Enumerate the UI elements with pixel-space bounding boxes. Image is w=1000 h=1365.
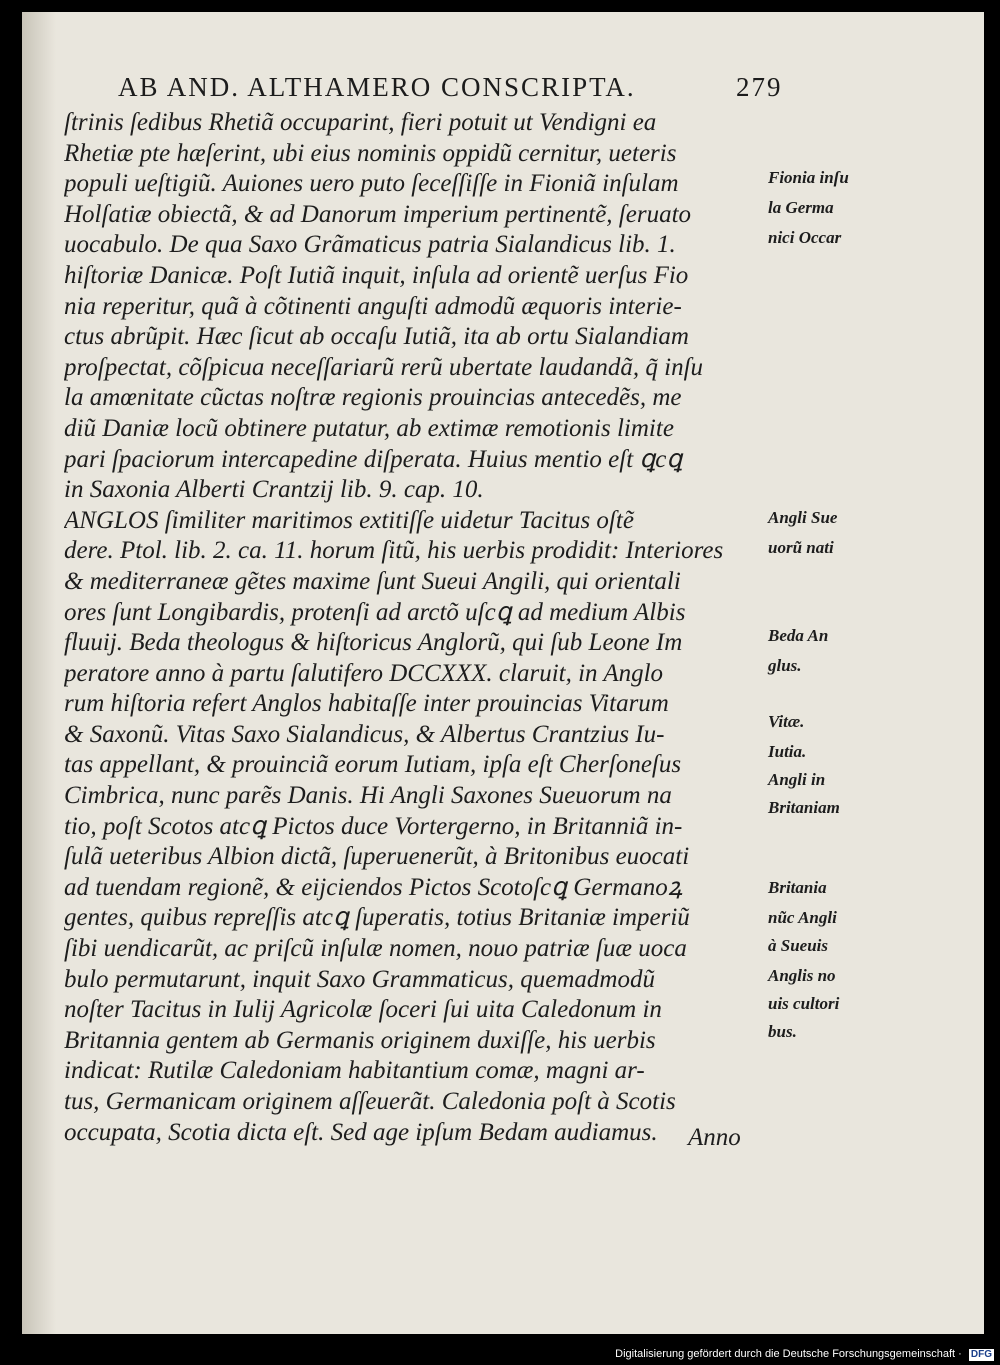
margin-note: Vitæ.	[768, 712, 805, 731]
text-line: tio, poſt Scotos atcꝗ Pictos duce Vortergerno, in Britanniã in-	[64, 812, 683, 840]
margin-note: nici Occar	[768, 228, 842, 247]
margin-note: à Sueuis	[768, 936, 828, 955]
text-line: rum hiſtoria refert Anglos habitaſſe inter prouincias Vitarum	[64, 690, 669, 718]
text-line: populi ueſtigiũ. Auiones uero puto ſeceſſiſſe in Fioniã inſulam	[64, 170, 679, 198]
text-line: ſulã ueteribus Albion dictã, ſuperuenerũt, à Britonibus euocati	[64, 843, 690, 871]
margin-note: nũc Angli	[768, 908, 837, 927]
margin-note: la Germa	[768, 198, 834, 217]
margin-note: Anglis no	[768, 966, 836, 985]
text-line: ſibi uendicarũt, ac priſcũ inſulæ nomen, nouo patriæ ſuæ uoca	[64, 935, 687, 963]
margin-note: Iutia.	[768, 742, 807, 761]
page-spine-shadow	[22, 12, 56, 1334]
text-line: Rhetiæ pte hæſerint, ubi eius nominis oppidũ cernitur, ueteris	[64, 139, 677, 167]
text-line: fluuij. Beda theologus & hiſtoricus Anglorũ, qui ſub Leone Im	[64, 629, 683, 657]
text-line: diũ Daniæ locũ obtinere putatur, ab extimæ remotionis limite	[64, 414, 674, 442]
text-line: pari ſpaciorum intercapedine diſperata. Huius mentio eſt ꝗcꝗ	[64, 445, 683, 473]
text-line: & Saxonũ. Vitas Saxo Sialandicus, & Albertus Crantzius Iu-	[64, 720, 665, 748]
text-line: Holſatiæ obiectã, & ad Danorum imperium pertinentẽ, ſeruato	[64, 200, 692, 228]
text-line: tus, Germanicam originem aſſeuerãt. Caledonia poſt à Scotis	[64, 1088, 676, 1115]
running-header	[118, 72, 818, 103]
margin-note: Beda An	[768, 626, 829, 645]
margin-note: uis cultori	[768, 994, 840, 1013]
footer-credit: Digitalisierung gefördert durch die Deutsche Forschungsgemeinschaft ·	[615, 1348, 962, 1360]
running-title: AB AND. ALTHAMERO CONSCRIPTA.	[118, 72, 636, 102]
text-line: Cimbrica, nunc parẽs Danis. Hi Angli Saxones Sueuorum na	[64, 782, 672, 810]
margin-note: Angli in	[768, 770, 826, 789]
text-line: bulo permutarunt, inquit Saxo Grammaticus, quemadmodũ	[64, 965, 655, 993]
margin-note: Britania	[768, 878, 827, 897]
dfg-logo: DFG	[970, 1349, 992, 1360]
text-line: gentes, quibus repreſſis atcꝗ ſuperatis, totius Britaniæ imperiũ	[64, 904, 690, 932]
text-line: proſpectat, cõſpicua neceſſariarũ rerũ ubertate laudandã, q̃ inſu	[64, 353, 704, 381]
text-line: ſtrinis ſedibus Rhetiã occuparint, fieri potuit ut Vendigni ea	[64, 109, 657, 136]
margin-note: uorũ nati	[768, 538, 834, 557]
text-line: hiſtoriæ Danicæ. Poſt Iutiã inquit, inſula ad orientẽ uerſus Fio	[64, 261, 689, 289]
text-line: occupata, Scotia dicta eſt. Sed age ipſum Bedam audiamus.	[64, 1118, 658, 1146]
text-line: peratore anno à partu ſalutifero DCCXXX. claruit, in Anglo	[64, 659, 664, 687]
paragraph-start-line: ANGLOS ſimiliter maritimos extitiſſe uidetur Tacitus oſtẽ	[64, 506, 634, 534]
text-line: dere. Ptol. lib. 2. ca. 11. horum ſitũ, his uerbis prodidit: Interiores	[64, 537, 724, 565]
digitization-footer	[615, 1348, 994, 1361]
text-line: noſter Tacitus in Iulij Agricolæ ſoceri ſui uita Caledonum in	[64, 996, 662, 1024]
text-line: uocabulo. De qua Saxo Grãmaticus patria Sialandicus lib. 1.	[64, 231, 676, 259]
book-page	[22, 12, 984, 1334]
text-line: ad tuendam regionẽ, & eijciendos Pictos Scotoſcꝗ Germanoꝝ	[64, 873, 683, 901]
text-line: ores ſunt Longibardis, protenſi ad arctõ uſcꝗ ad medium Albis	[64, 598, 686, 626]
text-line: indicat: Rutilæ Caledoniam habitantium comæ, magni ar-	[64, 1057, 645, 1085]
main-text-block	[64, 108, 780, 1148]
text-line: nia reperitur, quã à cõtinenti anguſti admodũ æquoris interie-	[64, 292, 682, 320]
text-line: Britannia gentem ab Germanis originem duxiſſe, his uerbis	[64, 1026, 656, 1054]
margin-note: Fionia inſu	[768, 168, 849, 187]
margin-note: Britaniam	[768, 798, 840, 817]
text-line: ctus abrũpit. Hæc ſicut ab occaſu Iutiã, ita ab ortu Sialandiam	[64, 323, 689, 351]
text-line: in Saxonia Alberti Crantzij lib. 9. cap. 10.	[64, 476, 484, 504]
page-number: 279	[736, 72, 783, 102]
margin-note: glus.	[768, 656, 802, 675]
text-line: & mediterraneæ gẽtes maxime ſunt Sueui Angili, qui orientali	[64, 567, 681, 595]
margin-note: Angli Sue	[768, 508, 838, 527]
text-line: la amœnitate cũctas noſtræ regionis prouincias antecedẽs, me	[64, 384, 682, 412]
margin-note: bus.	[768, 1022, 797, 1041]
catchword: Anno	[688, 1124, 741, 1151]
text-line: tas appellant, & prouinciã eorum Iutiam, ipſa eſt Cherſoneſus	[64, 751, 682, 779]
